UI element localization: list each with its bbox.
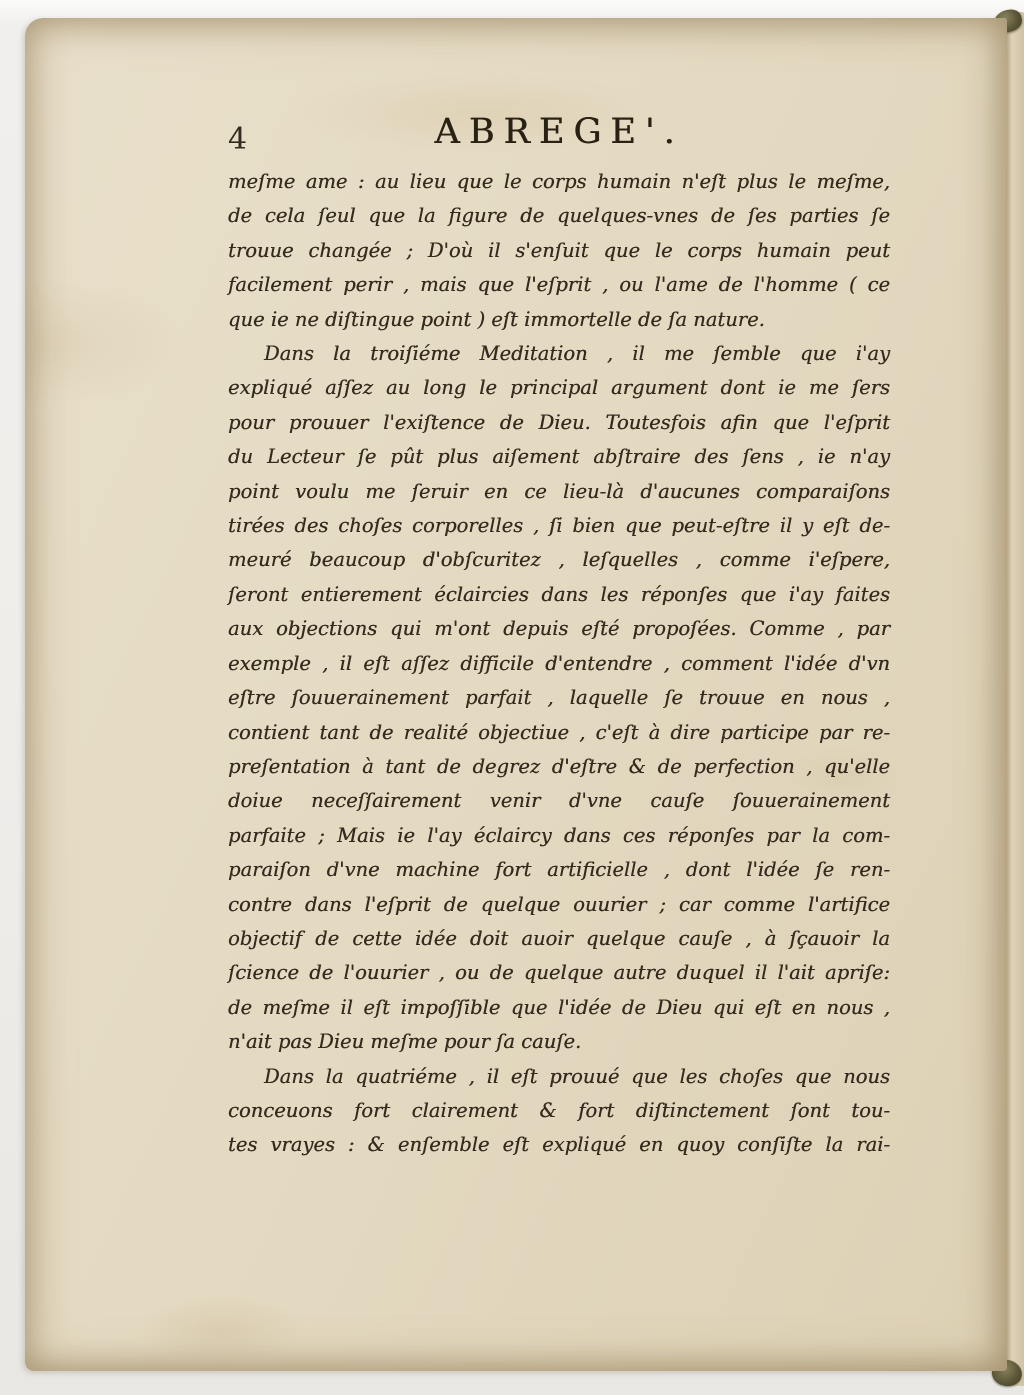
paragraph (228, 337, 890, 1060)
text-line: de meſme il eſt impoſſible que l'idée de Dieu qui eſt en nous , (228, 995, 890, 1019)
paragraph (228, 165, 890, 337)
text-line: conceuons fort clairement & fort diſtinctement ſont tou- (228, 1098, 890, 1122)
text-line: tirées des choſes corporelles , ſi bien que peut-eſtre il y eſt de- (228, 514, 890, 538)
text-line: trouue changée ; D'où il s'enſuit que le corps humain peut (228, 238, 890, 262)
text-line: parfaite ; Mais ie l'ay éclaircy dans ces réponſes par la com- (228, 823, 890, 847)
text-line: Dans la quatriéme , il eſt prouué que les choſes que nous (264, 1064, 890, 1088)
text-line: exemple , il eſt aſſez difficile d'entendre , comment l'idée d'vn (228, 651, 890, 675)
running-title: ABREGE'. (434, 112, 684, 152)
text-line: paraiſon d'vne machine fort artificielle , dont l'idée ſe ren- (228, 858, 890, 882)
text-line: que ie ne diſtingue point ) eſt immortelle de ſa nature. (228, 307, 765, 331)
text-line: Dans la troiſiéme Meditation , il me ſemble que i'ay (264, 342, 890, 366)
text-line: meuré beaucoup d'obſcuritez , leſquelles , comme i'eſpere, (228, 548, 890, 572)
text-line: ſeront entierement éclaircies dans les réponſes que i'ay faites (228, 582, 890, 606)
book-fore-edge (1004, 12, 1024, 1386)
page-number: 4 (228, 122, 248, 157)
paragraph (228, 1060, 890, 1163)
text-line: tes vrayes : & enſemble eſt expliqué en quoy conſiſte la rai- (228, 1133, 890, 1157)
text-line: contient tant de realité objectiue , c'eſt à dire participe par re- (228, 720, 890, 744)
text-line: de cela ſeul que la figure de quelques-vnes de ſes parties ſe (228, 204, 890, 228)
text-block (228, 165, 890, 1163)
text-line: pour prouuer l'exiſtence de Dieu. Toutesfois afin que l'eſprit (228, 410, 890, 434)
text-line: facilement perir , mais que l'eſprit , ou l'ame de l'homme ( ce (228, 273, 890, 297)
text-line: ſcience de l'ouurier , ou de quelque autre duquel il l'ait apriſe: (228, 961, 890, 985)
text-line: objectif de cette idée doit auoir quelque cauſe , à ſçauoir la (228, 926, 890, 950)
text-line: preſentation à tant de degrez d'eſtre & de perfection , qu'elle (228, 754, 890, 778)
page-header (228, 112, 890, 164)
text-line: eſtre ſouuerainement parfait , laquelle ſe trouue en nous , (228, 686, 890, 710)
text-line: meſme ame : au lieu que le corps humain n'eſt plus le meſme, (228, 170, 890, 193)
text-line: expliqué aſſez au long le principal argument dont ie me ſers (228, 376, 890, 400)
text-line: point voulu me ſeruir en ce lieu-là d'aucunes comparaiſons (228, 479, 890, 503)
text-line: n'ait pas Dieu meſme pour ſa cauſe. (228, 1030, 582, 1054)
text-line: doiue neceſſairement venir d'vne cauſe ſouuerainement (228, 789, 890, 813)
text-line: contre dans l'eſprit de quelque ouurier ; car comme l'artifice (228, 892, 890, 916)
page (25, 18, 1007, 1371)
text-line: aux objections qui m'ont depuis eſté propoſées. Comme , par (228, 617, 890, 641)
text-line: du Lecteur ſe pût plus aiſement abſtraire des ſens , ie n'ay (228, 445, 890, 469)
